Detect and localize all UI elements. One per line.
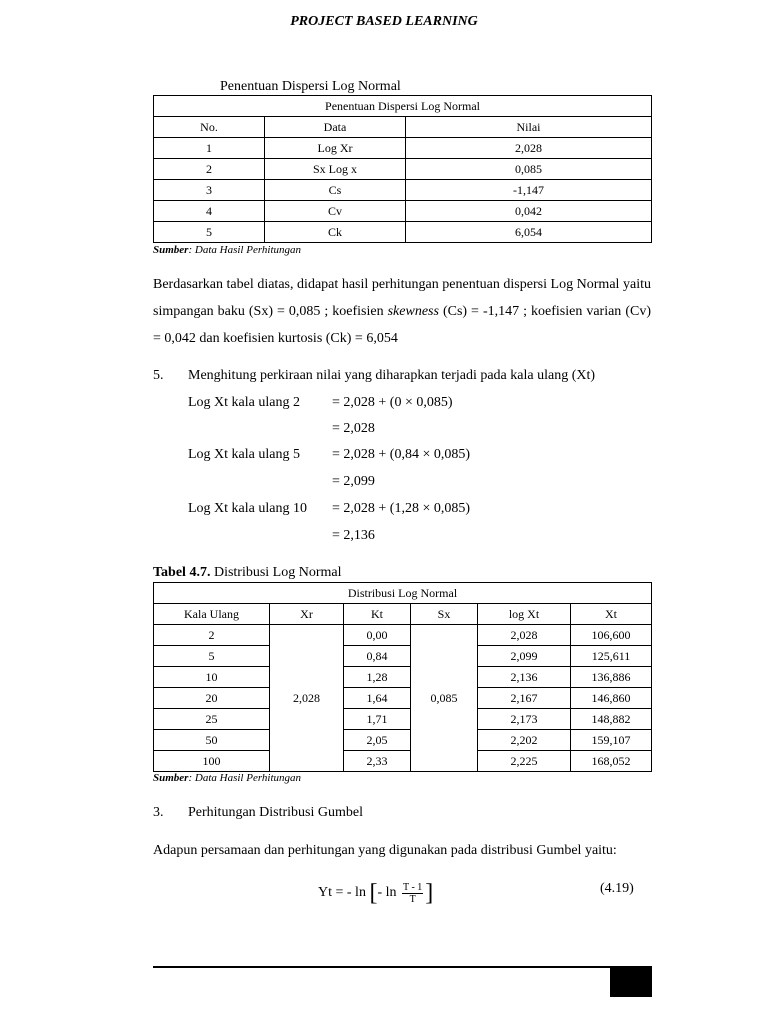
table2-cell-kt: 2,33: [344, 751, 411, 772]
calc-line: = 2,028 + (1,28 × 0,085): [332, 501, 471, 516]
footer-page-box: [610, 966, 652, 997]
table1-cell: 5: [154, 222, 265, 243]
table2-cell-logxt: 2,167: [478, 688, 571, 709]
calc-result: = 2,099: [332, 474, 375, 489]
table2-cell-logxt: 2,225: [478, 751, 571, 772]
table-row: [154, 159, 652, 180]
table2-cell-kt: 0,84: [344, 646, 411, 667]
table1-source: [153, 244, 301, 256]
table2-cell-kala: 5: [154, 646, 270, 667]
table2-cell-kala: 25: [154, 709, 270, 730]
paragraph1-italic: skewness: [387, 304, 439, 319]
dispersion-table: [153, 95, 652, 243]
table-row: [154, 730, 652, 751]
page-header-title: PROJECT BASED LEARNING: [290, 14, 478, 29]
table2-cell-xt: 168,052: [571, 751, 652, 772]
table2-title: Distribusi Log Normal: [154, 583, 652, 604]
table2-cell-xt: 148,882: [571, 709, 652, 730]
table2-header-xr: Xr: [270, 604, 344, 625]
equation-close-bracket: ]: [425, 880, 434, 906]
gumbel-equation: [318, 876, 433, 910]
footer-rule: [153, 966, 613, 968]
table2-cell-kala: 50: [154, 730, 270, 751]
table2-cell-xt: 125,611: [571, 646, 652, 667]
table1-header-nilai: Nilai: [406, 117, 652, 138]
table-row: [154, 646, 652, 667]
table1-cell: -1,147: [406, 180, 652, 201]
table2-cell-xt: 106,600: [571, 625, 652, 646]
table2-cell-logxt: 2,202: [478, 730, 571, 751]
table1-cell: 3: [154, 180, 265, 201]
paragraph1-part1: Berdasarkan tabel diatas, didapat hasil perhitungan penentuan dispersi Log Normal yaitu simpangan baku (Sx) = 0,085 ; koefisien: [153, 277, 651, 319]
table1-cell: 2: [154, 159, 265, 180]
table-row: [154, 138, 652, 159]
table1-title: Penentuan Dispersi Log Normal: [154, 96, 652, 117]
step5-title: Menghitung perkiraan nilai yang diharapkan terjadi pada kala ulang (Xt): [188, 368, 596, 383]
table1-cell: 0,042: [406, 201, 652, 222]
table1-cell: Sx Log x: [265, 159, 406, 180]
table2-caption: [153, 565, 342, 581]
table2-cell-logxt: 2,099: [478, 646, 571, 667]
table2-cell-xt: 136,886: [571, 667, 652, 688]
table2-cell-kala: 2: [154, 625, 270, 646]
table-row: [154, 751, 652, 772]
paragraph1-part2: (Cs) = -1,147 ; koefisien varian (Cv) = 0,042 dan koefisien kurtosis (Ck) = 6,054: [153, 304, 651, 346]
dispersion-summary-paragraph: [153, 271, 651, 352]
table2-cell-kala: 10: [154, 667, 270, 688]
table1-cell: 0,085: [406, 159, 652, 180]
table2-header-log-xt: log Xt: [478, 604, 571, 625]
table1-cell: 4: [154, 201, 265, 222]
table2-header-kt: Kt: [344, 604, 411, 625]
table2-cell-kt: 1,71: [344, 709, 411, 730]
section3-intro: Adapun persamaan dan perhitungan yang digunakan pada distribusi Gumbel yaitu:: [153, 843, 617, 858]
table1-cell: Cs: [265, 180, 406, 201]
table-row: [154, 688, 652, 709]
table2-cell-kala: 20: [154, 688, 270, 709]
table1-caption: Penentuan Dispersi Log Normal: [220, 79, 401, 94]
table2-caption-label: Tabel 4.7.: [153, 565, 211, 580]
calc-result: = 2,136: [332, 528, 375, 543]
equation-inner-ln: - ln: [377, 885, 397, 901]
table2-source-label: Sumber: [153, 772, 189, 784]
calc-label: Log Xt kala ulang 10: [188, 501, 307, 516]
table2-header-kala-ulang: Kala Ulang: [154, 604, 270, 625]
table-row: [154, 201, 652, 222]
section3-title: Perhitungan Distribusi Gumbel: [188, 805, 363, 820]
table2-header-sx: Sx: [411, 604, 478, 625]
table2-cell-xt: 159,107: [571, 730, 652, 751]
equation-number: (4.19): [600, 881, 634, 896]
table2-cell-kt: 2,05: [344, 730, 411, 751]
calc-result: = 2,028: [332, 421, 375, 436]
table-row: [154, 667, 652, 688]
calc-line: = 2,028 + (0,84 × 0,085): [332, 447, 471, 462]
table1-cell: Log Xr: [265, 138, 406, 159]
table1-cell: 1: [154, 138, 265, 159]
log-normal-distribution-table: [153, 582, 652, 772]
table2-cell-logxt: 2,028: [478, 625, 571, 646]
calc-label: Log Xt kala ulang 2: [188, 395, 300, 410]
calc-line: = 2,028 + (0 × 0,085): [332, 395, 453, 410]
table1-source-text: : Data Hasil Perhitungan: [188, 244, 302, 256]
table-row: [154, 180, 652, 201]
table2-cell-kt: 0,00: [344, 625, 411, 646]
calc-label: Log Xt kala ulang 5: [188, 447, 300, 462]
table2-cell-sx: 0,085: [411, 625, 478, 772]
table2-cell-kt: 1,64: [344, 688, 411, 709]
section3-number: 3.: [153, 805, 164, 820]
table2-cell-kt: 1,28: [344, 667, 411, 688]
table1-cell: Ck: [265, 222, 406, 243]
table2-caption-text: Distribusi Log Normal: [210, 565, 342, 580]
table2-header-xt: Xt: [571, 604, 652, 625]
table1-source-label: Sumber: [153, 244, 189, 256]
table1-cell: 6,054: [406, 222, 652, 243]
table2-source-text: : Data Hasil Perhitungan: [188, 772, 302, 784]
table1-header-data: Data: [265, 117, 406, 138]
equation-lhs: Yt = - ln: [318, 885, 366, 901]
table2-cell-xt: 146,860: [571, 688, 652, 709]
table-row: [154, 709, 652, 730]
equation-denominator: T: [409, 893, 416, 905]
table-row: [154, 222, 652, 243]
table2-cell-logxt: 2,136: [478, 667, 571, 688]
table2-cell-xr: 2,028: [270, 625, 344, 772]
table2-source: [153, 772, 301, 784]
table1-header-no: No.: [154, 117, 265, 138]
equation-open-bracket: [: [369, 880, 378, 906]
table2-cell-kala: 100: [154, 751, 270, 772]
table1-cell: Cv: [265, 201, 406, 222]
equation-fraction: [402, 882, 423, 905]
table-row: [154, 625, 652, 646]
equation-numerator: T - 1: [403, 881, 423, 893]
step5-number: 5.: [153, 368, 164, 383]
table2-cell-logxt: 2,173: [478, 709, 571, 730]
table1-cell: 2,028: [406, 138, 652, 159]
